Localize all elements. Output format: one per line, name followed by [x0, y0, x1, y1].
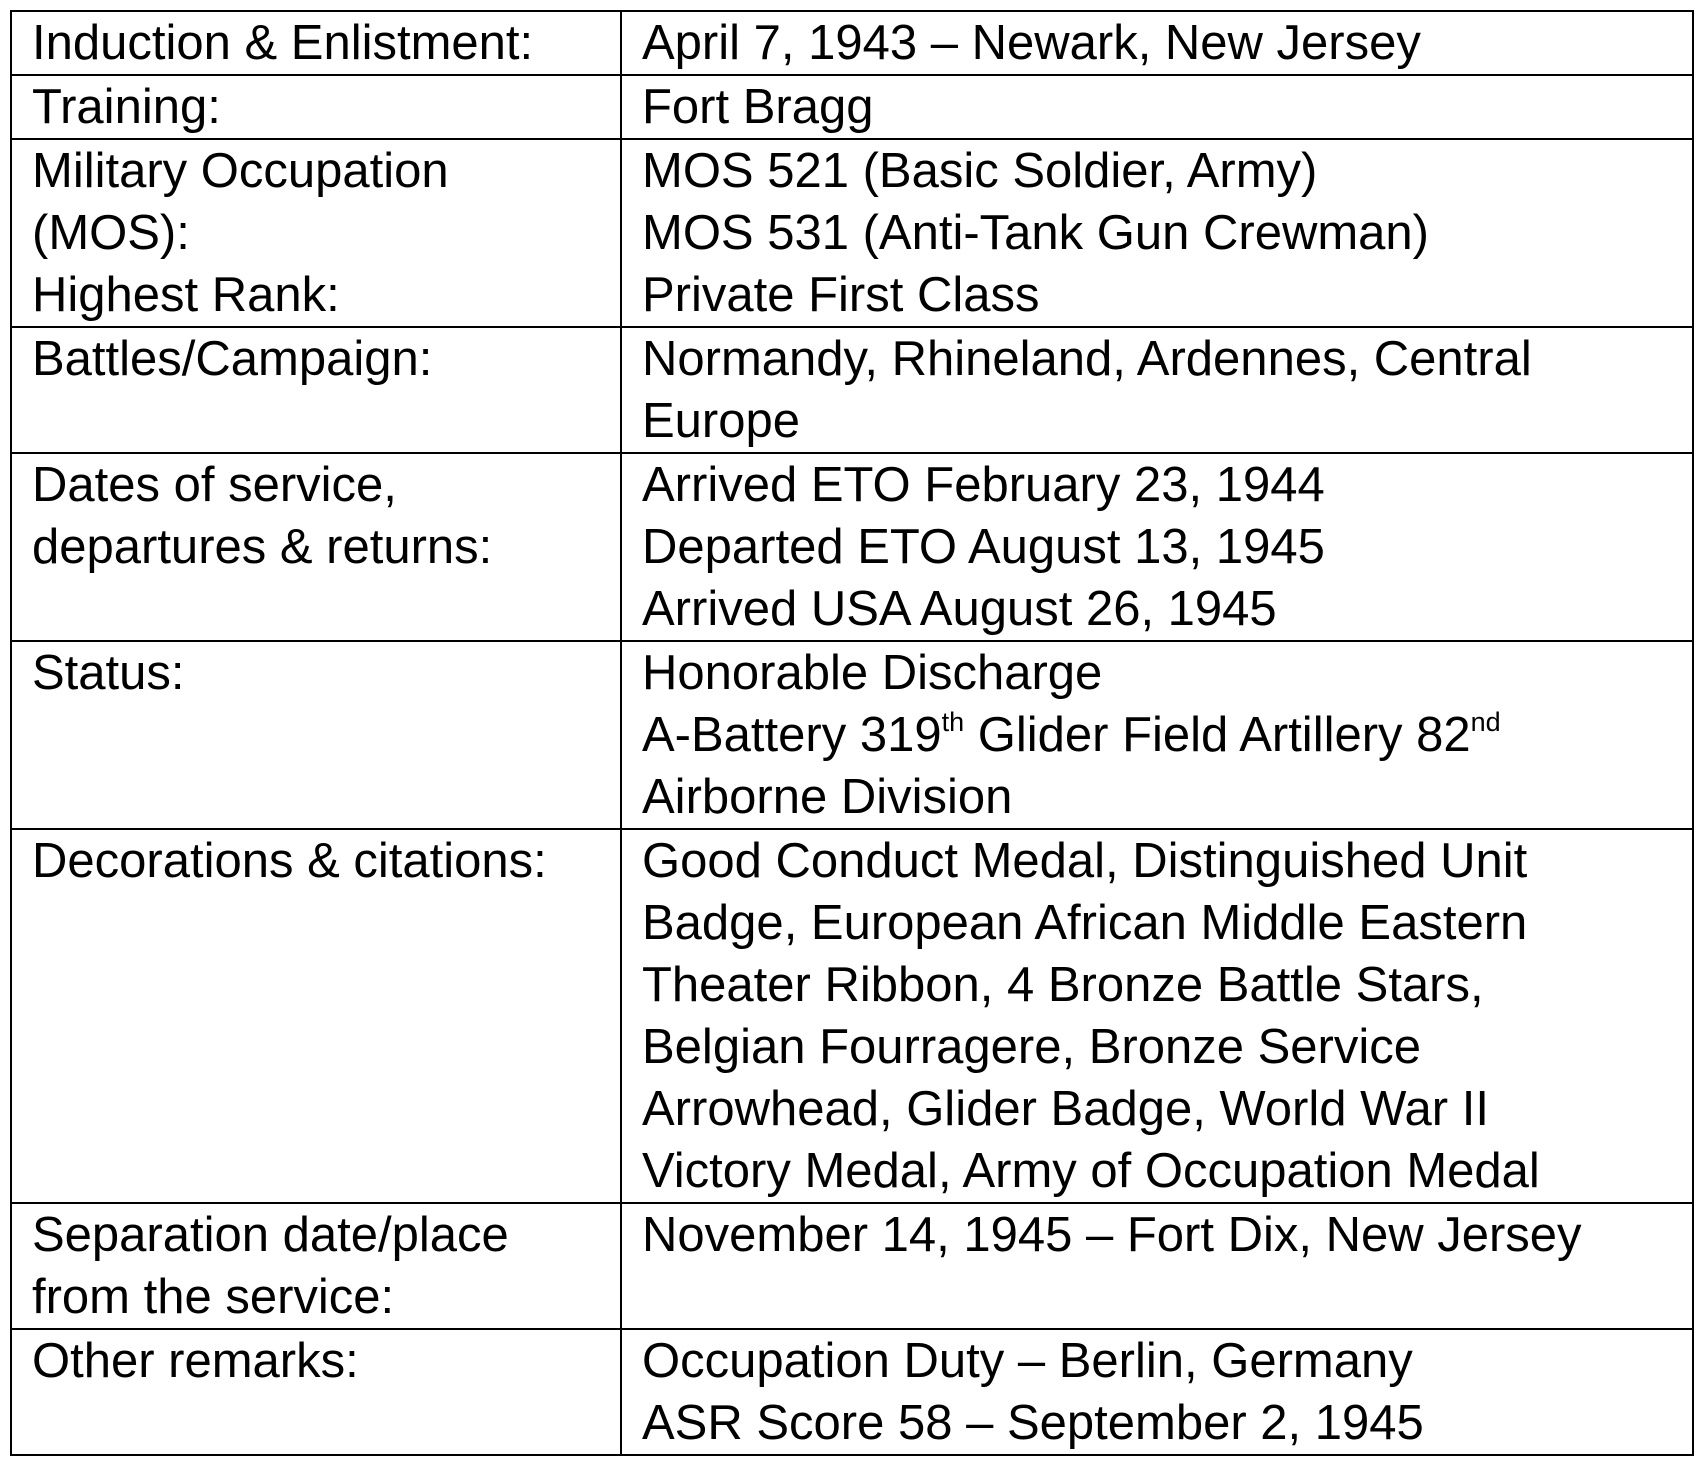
value-line: Normandy, Rhineland, Ardennes, Central — [642, 332, 1532, 386]
label-cell — [11, 327, 621, 453]
label-cell — [11, 453, 621, 641]
row-induction — [11, 11, 1693, 75]
value-cell — [621, 453, 1693, 641]
value-line: MOS 531 (Anti-Tank Gun Crewman) — [642, 206, 1429, 260]
label-line: Military Occupation — [32, 144, 449, 198]
label-line: (MOS): — [32, 206, 190, 260]
value-line: November 14, 1945 – Fort Dix, New Jersey — [642, 1208, 1582, 1262]
value-cell — [621, 829, 1693, 1203]
row-battles — [11, 327, 1693, 453]
label-cell — [11, 75, 621, 139]
row-separation — [11, 1203, 1693, 1329]
value-line: April 7, 1943 – Newark, New Jersey — [642, 16, 1421, 70]
value-line: Arrived USA August 26, 1945 — [642, 582, 1277, 636]
row-dates-of-service — [11, 453, 1693, 641]
value-line: Badge, European African Middle Eastern — [642, 896, 1528, 950]
value-line: MOS 521 (Basic Soldier, Army) — [642, 144, 1318, 198]
value-line: Departed ETO August 13, 1945 — [642, 520, 1325, 574]
label-line: Separation date/place — [32, 1208, 509, 1262]
label-line: Training: — [32, 80, 221, 134]
label-line: Highest Rank: — [32, 268, 340, 322]
label-line: Decorations & citations: — [32, 834, 547, 888]
value-line: Victory Medal, Army of Occupation Medal — [642, 1144, 1540, 1198]
value-cell — [621, 1203, 1693, 1329]
ordinal-suffix: nd — [1470, 707, 1501, 737]
label-line: Status: — [32, 646, 185, 700]
row-mos-rank — [11, 139, 1693, 327]
label-line: Dates of service, — [32, 458, 397, 512]
value-line: Airborne Division — [642, 770, 1013, 824]
value-cell — [621, 75, 1693, 139]
row-decorations — [11, 829, 1693, 1203]
value-line: Fort Bragg — [642, 80, 874, 134]
value-cell — [621, 139, 1693, 327]
value-line: ASR Score 58 – September 2, 1945 — [642, 1396, 1424, 1450]
value-line: Theater Ribbon, 4 Bronze Battle Stars, — [642, 958, 1484, 1012]
label-cell — [11, 11, 621, 75]
service-record-table — [10, 10, 1694, 1456]
unit-text: Glider Field Artillery 82 — [964, 708, 1471, 762]
value-line: Occupation Duty – Berlin, Germany — [642, 1334, 1413, 1388]
value-line: Europe — [642, 394, 801, 448]
value-cell — [621, 11, 1693, 75]
label-cell — [11, 1203, 621, 1329]
value-cell — [621, 327, 1693, 453]
unit-text: A-Battery 319 — [642, 708, 942, 762]
value-line: Private First Class — [642, 268, 1040, 322]
row-training — [11, 75, 1693, 139]
row-status — [11, 641, 1693, 829]
value-line: Arrowhead, Glider Badge, World War II — [642, 1082, 1489, 1136]
value-line: Good Conduct Medal, Distinguished Unit — [642, 834, 1528, 888]
value-line: Honorable Discharge — [642, 646, 1103, 700]
label-line: from the service: — [32, 1270, 395, 1324]
ordinal-suffix: th — [941, 707, 965, 737]
label-line: Battles/Campaign: — [32, 332, 433, 386]
label-line: departures & returns: — [32, 520, 493, 574]
value-line: Arrived ETO February 23, 1944 — [642, 458, 1325, 512]
value-cell — [621, 1329, 1693, 1455]
label-line: Other remarks: — [32, 1334, 359, 1388]
label-cell — [11, 641, 621, 829]
value-line: Belgian Fourragere, Bronze Service — [642, 1020, 1421, 1074]
row-other-remarks — [11, 1329, 1693, 1455]
label-cell — [11, 829, 621, 1203]
label-cell — [11, 139, 621, 327]
value-cell — [621, 641, 1693, 829]
value-line-unit — [642, 704, 1672, 766]
label-cell — [11, 1329, 621, 1455]
label-line: Induction & Enlistment: — [32, 16, 534, 70]
